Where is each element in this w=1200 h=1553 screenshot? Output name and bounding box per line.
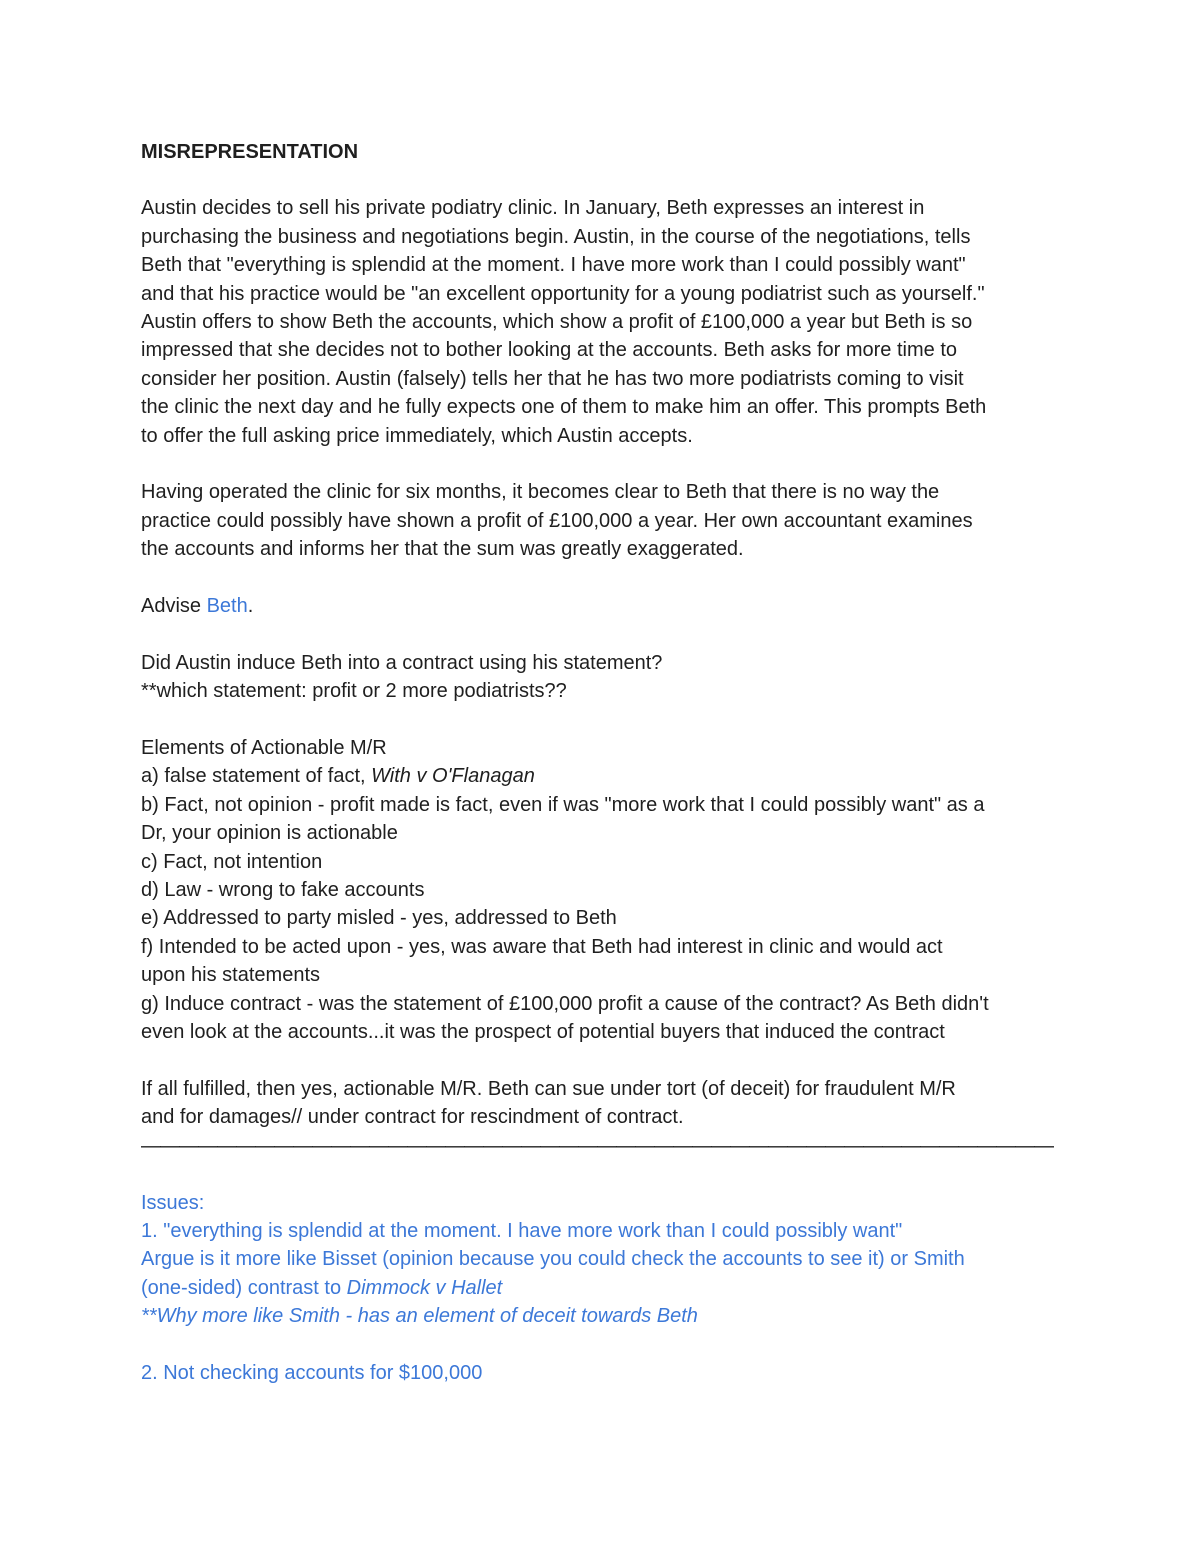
text-line: practice could possibly have shown a profit of £100,000 a year. Her own accountant examines <box>141 509 973 532</box>
text-line: impressed that she decides not to bother looking at the accounts. Beth asks for more time to <box>141 339 957 362</box>
text-line: Austin offers to show Beth the accounts, which show a profit of £100,000 a year but Beth is so <box>141 311 973 334</box>
advise-name: Beth <box>206 595 248 618</box>
text-line: purchasing the business and negotiations begin. Austin, in the course of the negotiations, tells <box>141 225 971 248</box>
advise-line <box>141 592 1071 620</box>
text-line: the accounts and informs her that the sum was greatly exaggerated. <box>141 538 744 561</box>
issue-1-case: Dimmock v Hallet <box>346 1276 503 1299</box>
scenario-paragraph-2 <box>141 478 1071 563</box>
issue-1-contrast-text: (one-sided) contrast to <box>141 1276 347 1299</box>
element-line: d) Law - wrong to fake accounts <box>141 879 425 902</box>
spacer <box>141 564 1071 592</box>
text-line: Beth that "everything is splendid at the moment. I have more work than I could possibly want" <box>141 254 966 277</box>
spacer <box>141 1047 1071 1075</box>
elements-heading: Elements of Actionable M/R <box>141 737 387 760</box>
element-a <box>141 762 1071 790</box>
element-line: Dr, your opinion is actionable <box>141 822 398 845</box>
element-a-case: With v O'Flanagan <box>371 765 535 788</box>
document-title: MISREPRESENTATION <box>141 141 359 163</box>
spacer <box>141 620 1071 648</box>
issue-1-argument: Argue is it more like Bisset (opinion because you could check the accounts to see it) or Smith <box>141 1248 965 1271</box>
issue-1-note: **Why more like Smith - has an element of deceit towards Beth <box>141 1305 698 1328</box>
element-line: even look at the accounts...it was the prospect of potential buyers that induced the contract <box>141 1021 945 1044</box>
advise-prefix: Advise <box>141 595 207 618</box>
spacer <box>141 706 1071 734</box>
element-line: upon his statements <box>141 964 320 987</box>
issues-heading: Issues: <box>141 1191 205 1214</box>
element-line: b) Fact, not opinion - profit made is fact, even if was "more work that I could possibly want" as a <box>141 793 985 816</box>
spacer <box>141 1160 1071 1188</box>
spacer <box>141 1331 1071 1359</box>
element-line: e) Addressed to party misled - yes, addressed to Beth <box>141 907 617 930</box>
text-line: Having operated the clinic for six months, it becomes clear to Beth that there is no way the <box>141 481 940 504</box>
issue-1-contrast <box>141 1274 1071 1302</box>
conclusion-line: If all fulfilled, then yes, actionable M/R. Beth can sue under tort (of deceit) for fraudulent M/R <box>141 1077 956 1100</box>
text-line: consider her position. Austin (falsely) tells her that he has two more podiatrists coming to visit <box>141 367 964 390</box>
spacer <box>141 450 1071 478</box>
document-page <box>141 138 1071 1387</box>
text-line: to offer the full asking price immediately, which Austin accepts. <box>141 424 693 447</box>
element-line: c) Fact, not intention <box>141 850 323 873</box>
element-line: f) Intended to be acted upon - yes, was aware that Beth had interest in clinic and would act <box>141 935 943 958</box>
question-line: Did Austin induce Beth into a contract using his statement? <box>141 651 663 674</box>
issues-block <box>141 1189 1071 1388</box>
issue-1-quote: 1. "everything is splendid at the moment. I have more work than I could possibly want" <box>141 1219 903 1242</box>
conclusion-block <box>141 1075 1071 1132</box>
text-line: Austin decides to sell his private podiatry clinic. In January, Beth expresses an interest in <box>141 197 925 220</box>
issue-2: 2. Not checking accounts for $100,000 <box>141 1361 483 1384</box>
element-a-text: a) false statement of fact, <box>141 765 372 788</box>
question-block <box>141 649 1071 706</box>
element-line: g) Induce contract - was the statement of £100,000 profit a cause of the contract? As Beth didn't <box>141 992 989 1015</box>
divider-line: ———————————————————————————————————————————————— <box>141 1134 1053 1157</box>
elements-block <box>141 734 1071 1046</box>
text-line: and that his practice would be "an excellent opportunity for a young podiatrist such as yourself." <box>141 282 985 305</box>
advise-suffix: . <box>247 595 254 618</box>
question-line: **which statement: profit or 2 more podiatrists?? <box>141 680 567 703</box>
spacer <box>141 166 1071 194</box>
conclusion-line: and for damages// under contract for rescindment of contract. <box>141 1106 684 1129</box>
scenario-paragraph-1 <box>141 194 1071 450</box>
text-line: the clinic the next day and he fully expects one of them to make him an offer. This prompts Beth <box>141 396 987 419</box>
